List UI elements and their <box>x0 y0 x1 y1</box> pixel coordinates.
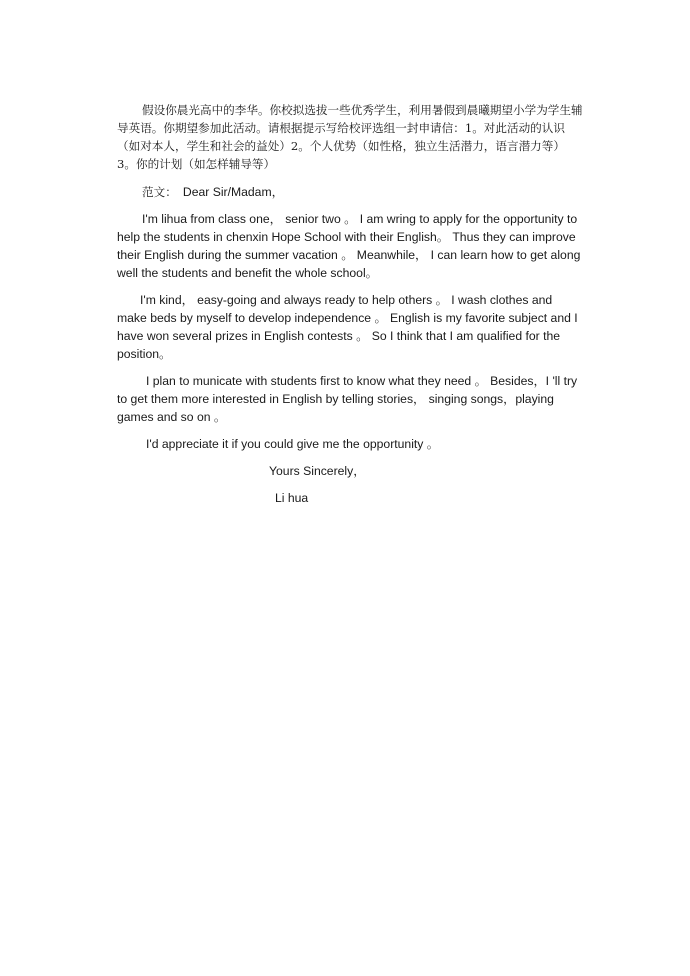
letter-paragraph-intro: I'm lihua from class one， senior two 。 I am wring to apply for the opportunity to help the students in chenxin Hope School with their English。 Thus they can improve their English during the summer vacation 。 Meanwhile， I can learn how to get along well the students and benefit the whole school。 <box>117 212 581 280</box>
signature: Li hua <box>275 491 309 505</box>
closing-phrase: Yours Sincerely， <box>269 464 366 478</box>
letter-paragraph-plan: I plan to municate with students first to know what they need 。 Besides，I 'll try to get them more interested in English by telling stories， singing songs，playing games and so on 。 <box>117 374 578 424</box>
prompt-paragraph: 假设你晨光高中的李华。你校拟选拔一些优秀学生，利用暑假到晨曦期望小学为学生辅导英语。你期望参加此活动。请根据提示写给校评选组一封申请信：1。对此活动的认识（如对本人，学生和社会的益处）2。个人优势（如性格，独立生活潜力，语言潜力等） 3。你的计划（如怎样辅导等） <box>117 103 583 171</box>
salutation: Dear Sir/Madam， <box>182 185 284 199</box>
sample-label: 范文： <box>142 185 177 199</box>
letter-paragraph-closing: I'd appreciate it if you could give me the opportunity 。 <box>146 437 439 451</box>
sample-heading <box>142 183 284 201</box>
letter-paragraph-advantages: I'm kind， easy-going and always ready to help others 。 I wash clothes and make beds by myself to develop independence 。 English is my favorite subject and I have won several prizes in English contests 。 So I think that I am qualified for the position。 <box>117 293 578 361</box>
